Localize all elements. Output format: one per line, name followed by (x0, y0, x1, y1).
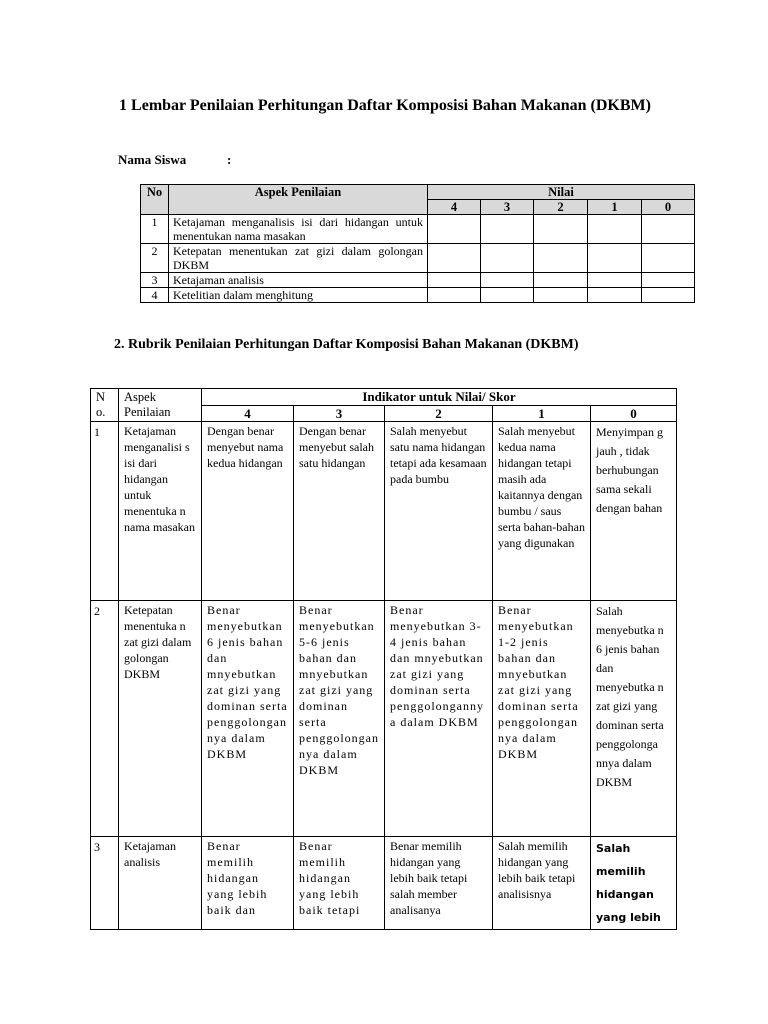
rubric-cell: Salah menyebutka n 6 jenis bahan dan menyebutka n zat gizi yang dominan serta penggolonga nnya dalam DKBM (591, 601, 677, 837)
rubric-row-number: 1 (91, 422, 119, 601)
score-cell[interactable] (481, 244, 534, 273)
rubric-cell: Dengan benar menyebut nama kedua hidangan (202, 422, 294, 601)
rubric-row-number: 3 (91, 837, 119, 930)
rubric-cell: Benar menyebutkan 3-4 jenis bahan dan mnyebutkan zat gizi yang dominan serta penggolonganny a dalam DKBM (385, 601, 493, 837)
score-cell[interactable] (588, 244, 642, 273)
score-cell[interactable] (642, 244, 695, 273)
row-aspect: Ketajaman menganalisis isi dari hidangan untuk menentukan nama masakan (169, 215, 428, 244)
score-cell[interactable] (642, 215, 695, 244)
score-cell[interactable] (588, 215, 642, 244)
rubric-row-number: 2 (91, 601, 119, 837)
rubric-cell: Salah memilih hidangan yang lebih baik tetapi analisisnya (493, 837, 591, 930)
score-cell[interactable] (428, 273, 481, 288)
table-row (91, 422, 677, 601)
score-cell[interactable] (588, 288, 642, 303)
rubric-cell: Dengan benar menyebut salah satu hidangan (294, 422, 385, 601)
table-row (141, 215, 695, 244)
header-score-3: 3 (481, 200, 534, 215)
rubric-header-score-4: 4 (202, 405, 294, 422)
score-cell[interactable] (534, 244, 588, 273)
section1-title: 1 Lembar Penilaian Perhitungan Daftar Komposisi Bahan Makanan (DKBM) (119, 97, 651, 114)
row-number: 4 (141, 288, 169, 303)
table-row (141, 273, 695, 288)
table-row (91, 601, 677, 837)
rubric-header-score-1: 1 (493, 405, 591, 422)
header-score-2: 2 (534, 200, 588, 215)
score-cell[interactable] (481, 215, 534, 244)
rubric-cell: Menyimpan g jauh , tidak berhubungan sama sekali dengan bahan (591, 422, 677, 601)
score-cell[interactable] (534, 288, 588, 303)
row-aspect: Ketelitian dalam menghitung (169, 288, 428, 303)
rubric-cell: Benar menyebutkan 5-6 jenis bahan dan mnyebutkan zat gizi yang dominan serta penggolongan nya dalam DKBM (294, 601, 385, 837)
score-cell[interactable] (428, 244, 481, 273)
header-score: Nilai (428, 185, 695, 200)
rubric-cell: Salah menyebut satu nama hidangan tetapi ada kesamaan pada bumbu (385, 422, 493, 601)
rubric-header-indicator: Indikator untuk Nilai/ Skor (202, 389, 677, 406)
row-aspect: Ketajaman analisis (169, 273, 428, 288)
student-name-text: Nama Siswa (118, 152, 187, 167)
rubric-cell: Salah memilih hidangan yang lebih (591, 837, 677, 930)
table-row (141, 288, 695, 303)
rubric-row-aspect: Ketajaman analisis (119, 837, 202, 930)
score-cell[interactable] (428, 215, 481, 244)
header-no: No (141, 185, 169, 215)
row-number: 3 (141, 273, 169, 288)
rubric-cell: Benar memilih hidangan yang lebih baik dan (202, 837, 294, 930)
rubric-header-aspect: Aspek Penilaian (119, 389, 202, 422)
table-row (141, 244, 695, 273)
student-name-colon: : (227, 152, 232, 167)
rubric-cell: Benar memilih hidangan yang lebih baik tetapi salah member analisanya (385, 837, 493, 930)
student-name-label (118, 152, 232, 168)
rubric-cell: Salah menyebut kedua nama hidangan tetapi masih ada kaitannya dengan bumbu / saus serta bahan-bahan yang digunakan (493, 422, 591, 601)
score-cell[interactable] (481, 288, 534, 303)
rubric-table (90, 388, 677, 930)
header-score-4: 4 (428, 200, 481, 215)
rubric-row-aspect: Ketajaman menganalisi s isi dari hidangan untuk menentuka n nama masakan (119, 422, 202, 601)
section2-title: 2. Rubrik Penilaian Perhitungan Daftar Komposisi Bahan Makanan (DKBM) (114, 337, 579, 352)
rubric-cell: Benar menyebutkan 6 jenis bahan dan mnyebutkan zat gizi yang dominan serta penggolongan nya dalam DKBM (202, 601, 294, 837)
rubric-header-score-2: 2 (385, 405, 493, 422)
assessment-sheet-table (140, 184, 695, 303)
rubric-row-aspect: Ketepatan menentuka n zat gizi dalam golongan DKBM (119, 601, 202, 837)
rubric-header-score-0: 0 (591, 405, 677, 422)
score-cell[interactable] (642, 288, 695, 303)
header-score-1: 1 (588, 200, 642, 215)
header-score-0: 0 (642, 200, 695, 215)
table-row (91, 837, 677, 930)
row-aspect: Ketepatan menentukan zat gizi dalam golongan DKBM (169, 244, 428, 273)
rubric-cell: Benar menyebutkan 1-2 jenis bahan dan mnyebutkan zat gizi yang dominan serta penggolongan nya dalam DKBM (493, 601, 591, 837)
score-cell[interactable] (428, 288, 481, 303)
row-number: 1 (141, 215, 169, 244)
rubric-cell: Benar memilih hidangan yang lebih baik tetapi (294, 837, 385, 930)
rubric-header-no: N o. (91, 389, 119, 422)
score-cell[interactable] (481, 273, 534, 288)
score-cell[interactable] (534, 215, 588, 244)
score-cell[interactable] (588, 273, 642, 288)
rubric-header-score-3: 3 (294, 405, 385, 422)
row-number: 2 (141, 244, 169, 273)
score-cell[interactable] (534, 273, 588, 288)
header-aspect: Aspek Penilaian (169, 185, 428, 215)
score-cell[interactable] (642, 273, 695, 288)
